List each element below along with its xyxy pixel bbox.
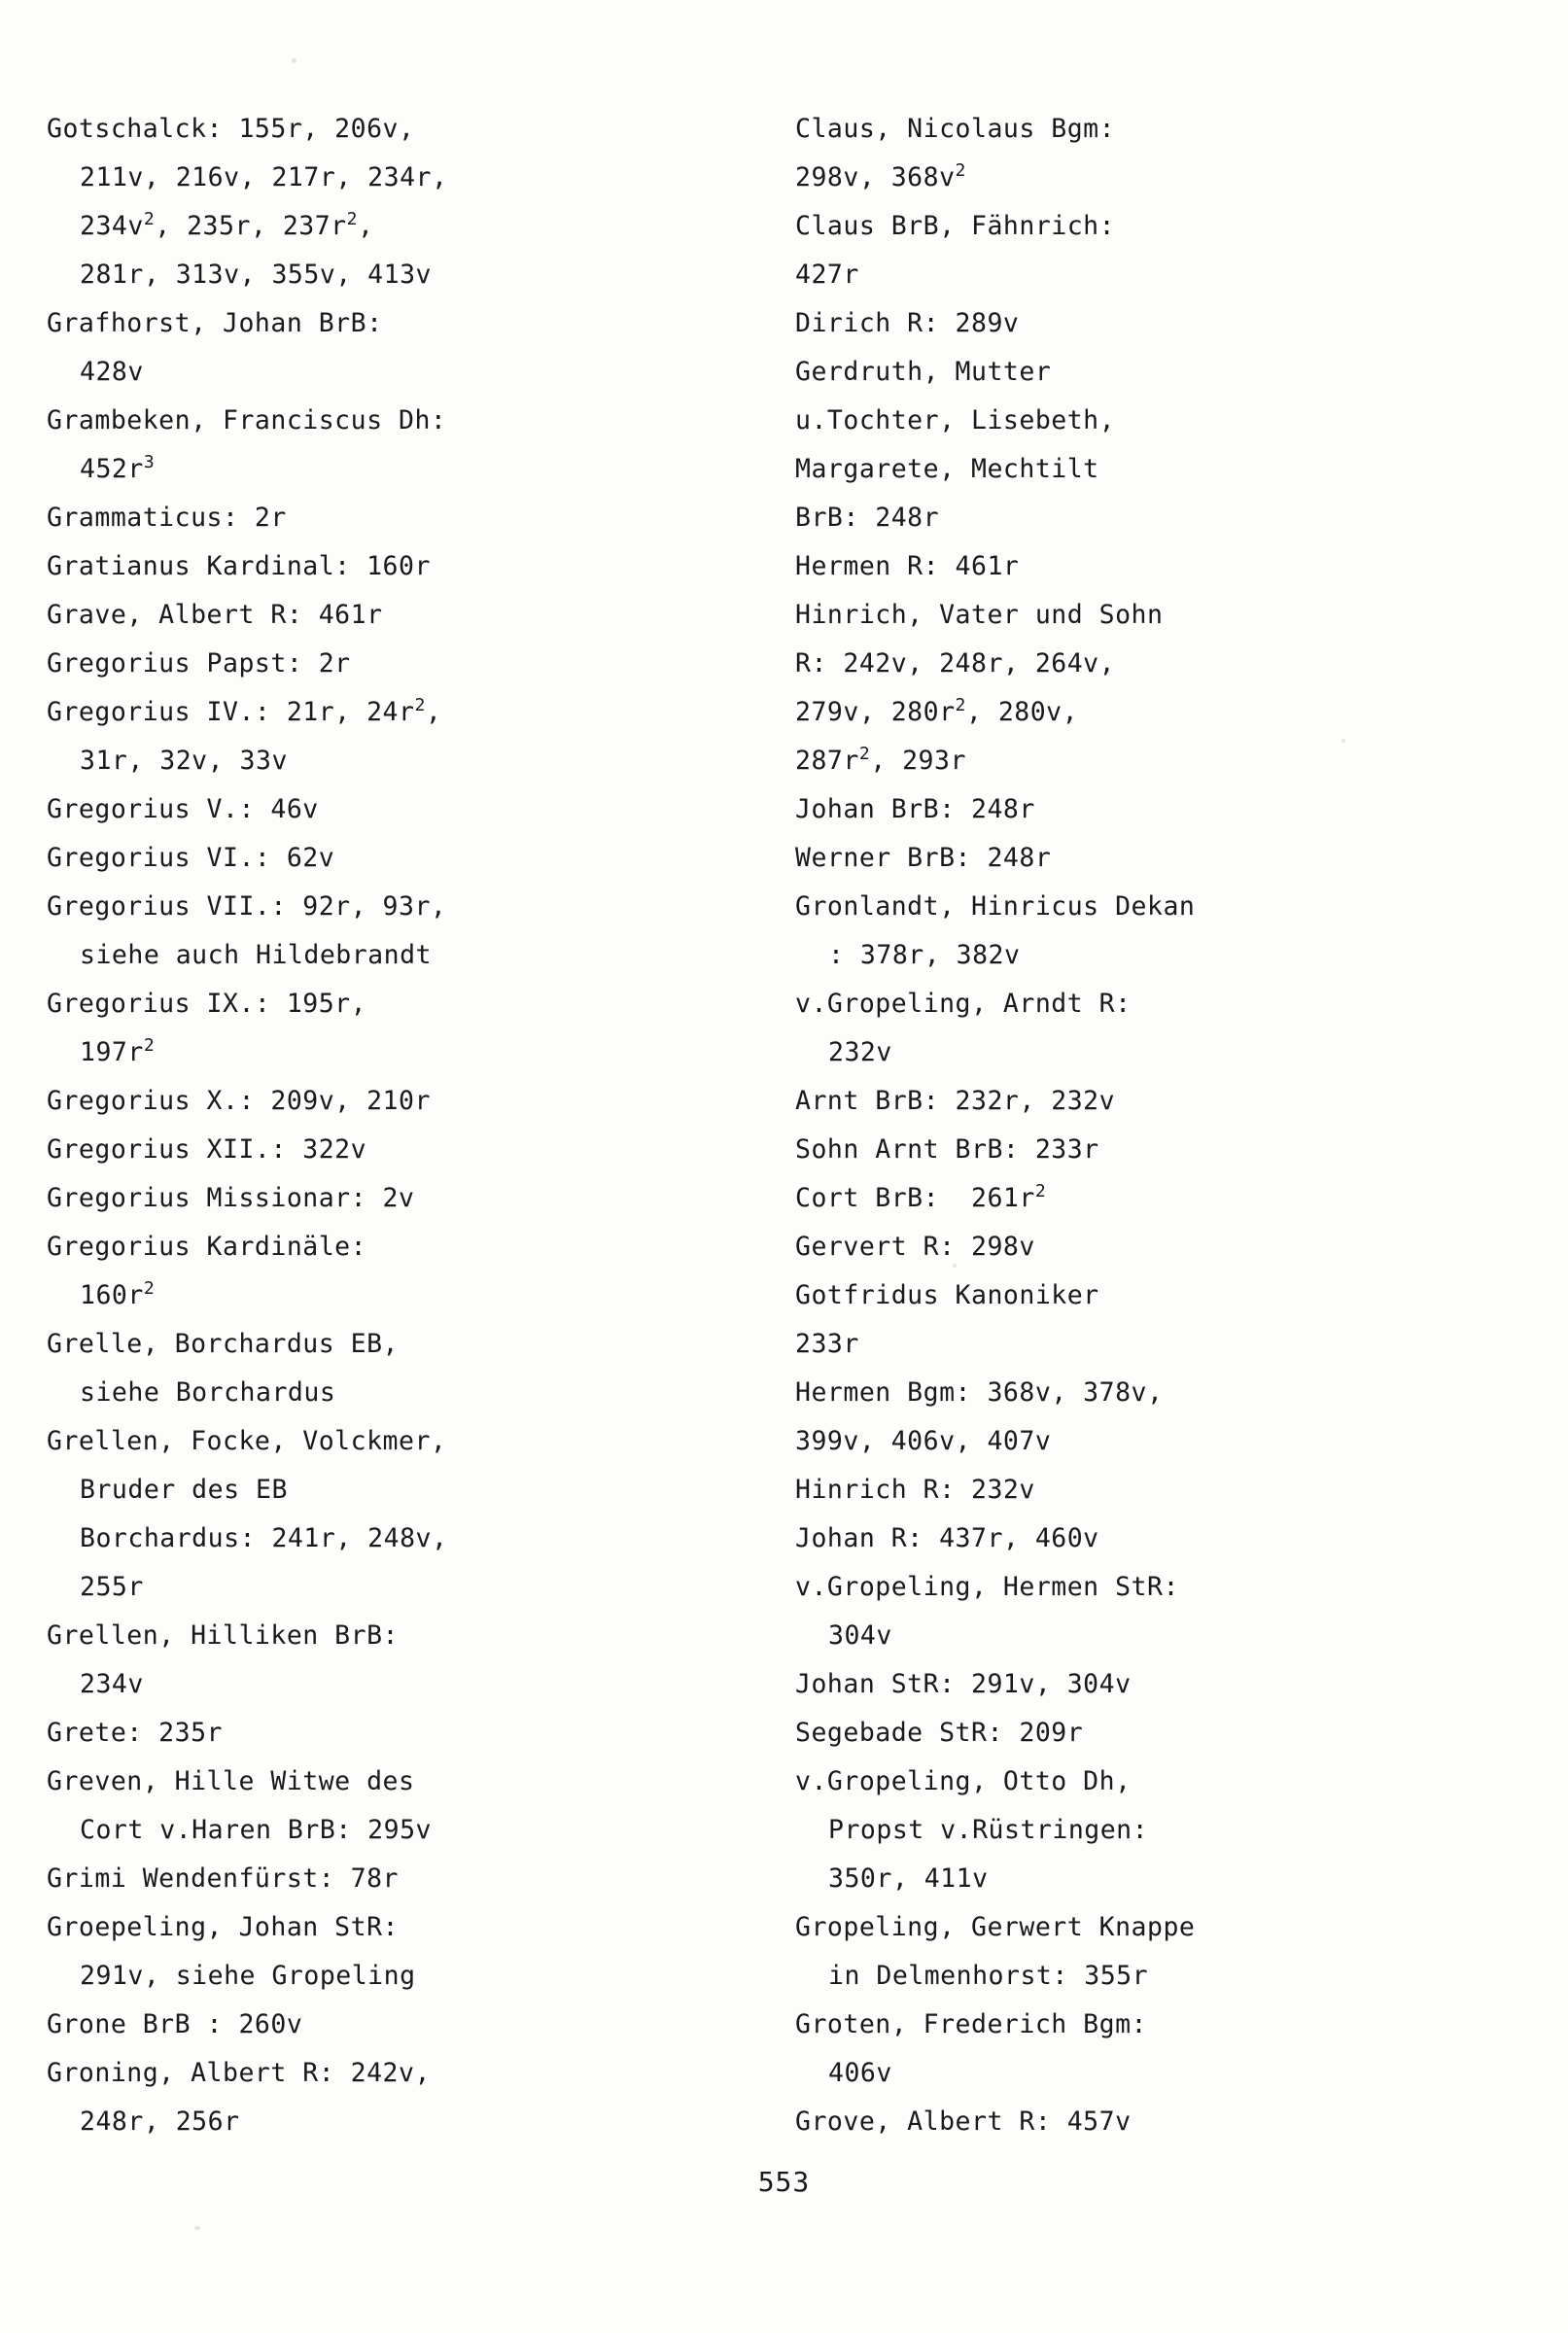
index-entry: Hermen R: 461r (795, 551, 1020, 581)
index-entry: Grafhorst, Johan BrB: 428v (47, 308, 383, 387)
index-entry: Gerdruth, Mutter u.Tochter, Lisebeth, Margarete, Mechtilt BrB: 248r (795, 357, 1116, 533)
index-entry: Johan BrB: 248r (795, 794, 1035, 824)
index-entry: Groten, Frederich Bgm: 406v (795, 2009, 1147, 2088)
index-entry: Gervert R: 298v (795, 1232, 1035, 1262)
index-entry: Greven, Hille Witwe des Cort v.Haren BrB: 295v (47, 1766, 432, 1845)
index-columns (47, 105, 1524, 2146)
index-entry: Grambeken, Franciscus Dh: $452r^3$ (47, 405, 447, 484)
index-entry: Grammaticus: 2r (47, 503, 287, 533)
index-entry: Grimi Wendenfürst: 78r (47, 1863, 399, 1894)
index-entry: Sohn Arnt BrB: 233r (795, 1134, 1099, 1165)
index-entry: Segebade StR: 209r (795, 1718, 1084, 1748)
index-entry: Gregorius XII.: 322v (47, 1134, 367, 1165)
index-entry: Arnt BrB: 232r, 232v (795, 1086, 1116, 1116)
index-entry: Gregorius X.: 209v, 210r (47, 1086, 431, 1116)
index-entry: Johan StR: 291v, 304v (795, 1669, 1132, 1699)
index-entry: v.Gropeling, Arndt R: 232v (795, 989, 1132, 1067)
index-entry: Gregorius Missionar: 2v (47, 1183, 415, 1213)
index-entry: Grellen, Focke, Volckmer, Bruder des EB Borchardus: 241r, 248v, 255r (47, 1426, 448, 1602)
index-entry: Johan R: 437r, 460v (795, 1523, 1099, 1553)
index-entry: Grelle, Borchardus EB, siehe Borchardus (47, 1329, 399, 1408)
index-entry: Groning, Albert R: 242v, 248r, 256r (47, 2058, 431, 2137)
index-entry: Claus BrB, Fähnrich: 427r (795, 211, 1116, 290)
index-entry: Gregorius Kardinäle: $160r^2$ (47, 1232, 367, 1310)
index-entry: Gronlandt, Hinricus Dekan : 378r, 382v (795, 891, 1196, 970)
index-entry: Gotfridus Kanoniker 233r (795, 1280, 1099, 1359)
index-entry: Hinrich R: 232v (795, 1475, 1035, 1505)
index-entry: Groepeling, Johan StR: 291v, siehe Gropeling (47, 1912, 416, 1991)
index-entry: Gregorius VI.: 62v (47, 843, 335, 873)
index-entry: Gregorius IV.: 21r, $24r^2$, 31r, 32v, 33v (47, 695, 442, 776)
page-number: 553 (757, 2166, 811, 2198)
index-entry: Werner BrB: 248r (795, 843, 1052, 873)
index-entry: Gregorius IX.: 195r, $197r^2$ (47, 989, 367, 1067)
index-entry: v.Gropeling, Hermen StR: 304v (795, 1572, 1179, 1651)
index-entry: Dirich R: 289v (795, 308, 1020, 338)
index-entry: Gregorius V.: 46v (47, 794, 319, 824)
index-entry: v.Gropeling, Otto Dh, Propst v.Rüstringen: 350r, 411v (795, 1766, 1149, 1894)
index-entry: Gratianus Kardinal: 160r (47, 551, 431, 581)
index-entry: Grete: 235r (47, 1718, 223, 1748)
index-entry: Grone BrB : 260v (47, 2009, 303, 2039)
index-entry: Gropeling, Gerwert Knappe in Delmenhorst: 355r (795, 1912, 1196, 1991)
index-entry: Gregorius VII.: 92r, 93r, siehe auch Hildebrandt (47, 891, 447, 970)
index-entry: Hermen Bgm: 368v, 378v, 399v, 406v, 407v (795, 1377, 1164, 1456)
index-entry: Grave, Albert R: 461r (47, 600, 383, 630)
index-entry: Grove, Albert R: 457v (795, 2107, 1132, 2137)
index-entry: Cort BrB: $261r^2$ (795, 1181, 1047, 1213)
index-entry: Gotschalck: 155r, 206v, 211v, 216v, 217r, 234r, $234v^2$, 235r, $237r^2$, 281r, 313v, 355v, 413v (47, 114, 448, 290)
index-entry: Grellen, Hilliken BrB: 234v (47, 1620, 399, 1699)
index-column-right (795, 105, 1476, 2146)
index-column-left (47, 105, 727, 2146)
index-entry: Claus, Nicolaus Bgm: 298v, $368v^2$ (795, 114, 1116, 192)
index-entry: Gregorius Papst: 2r (47, 648, 351, 679)
index-entry: Hinrich, Vater und Sohn R: 242v, 248r, 264v, 279v, $280r^2$, 280v, $287r^2$, 293r (795, 600, 1164, 776)
